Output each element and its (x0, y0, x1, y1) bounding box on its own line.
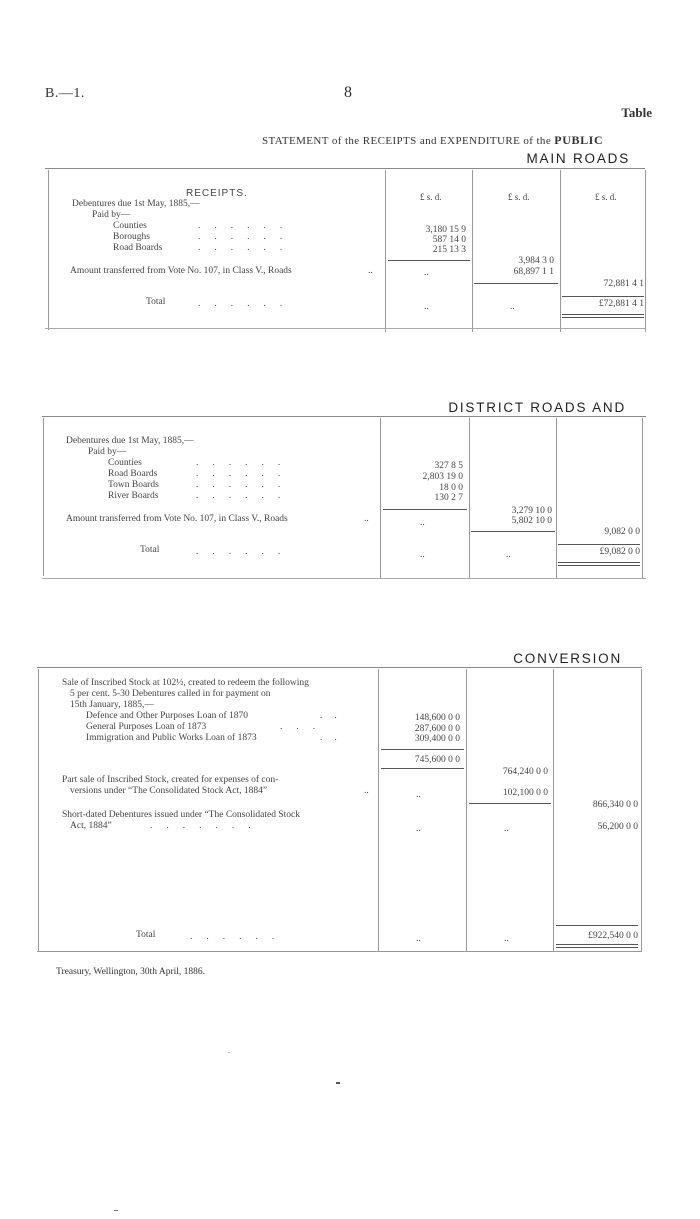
loan-label: Defence and Other Purposes Loan of 1870 (86, 711, 248, 721)
total-amount: £72,881 4 1 (598, 299, 644, 309)
empty-dots: .. (506, 550, 511, 560)
item-amount: 130 2 7 (434, 493, 463, 503)
item-label: Counties (108, 458, 142, 468)
statement-suffix: PUBLIC (554, 133, 604, 147)
empty-dots: .. (416, 934, 421, 944)
loan-label: Immigration and Public Works Loan of 1873 (86, 733, 257, 743)
scan-speck (228, 1052, 230, 1053)
subtotal-amount: 3,279 10 0 (511, 506, 552, 516)
part-sale-line: versions under “The Consolidated Stock Act, 1884” (70, 786, 268, 796)
statement-heading (262, 133, 603, 148)
leader-dots: .. (320, 733, 349, 743)
total-label: Total (136, 930, 156, 940)
leader-dots: .. (320, 711, 349, 721)
short-dated-line: Short-dated Debentures issued under “The Consolidated Stock (62, 810, 300, 820)
item-amount: 215 13 3 (432, 245, 466, 255)
leader-dots: ... (280, 722, 330, 732)
loan-label: General Purposes Loan of 1873 (86, 722, 207, 732)
item-amount: 587 14 0 (432, 235, 466, 245)
grand-amount: 72,881 4 1 (603, 279, 644, 289)
item-amount: 327 8 5 (434, 461, 463, 471)
item-amount: 18 0 0 (439, 483, 463, 493)
footer-note: Treasury, Wellington, 30th April, 1886. (56, 967, 206, 977)
item-label: Road Boards (108, 469, 158, 479)
conversion-title: CONVERSION (513, 651, 622, 666)
leader-dots: ...... (196, 480, 295, 490)
total-amount: £922,540 0 0 (588, 931, 638, 941)
item-label: Boroughs (113, 232, 150, 242)
debentures-line: Debentures due 1st May, 1885,— (72, 199, 200, 209)
empty-dots: .. (420, 550, 425, 560)
conversion-intro: 5 per cent. 5-30 Debentures called in for payment on (70, 689, 271, 699)
empty-dots: .. (504, 934, 509, 944)
item-amount: 3,180 15 9 (425, 225, 466, 235)
main-roads-title: MAIN ROADS (526, 151, 630, 166)
col3-amount-b: 56,200 0 0 (597, 822, 638, 832)
grand-amount: 9,082 0 0 (604, 527, 640, 537)
page-number: 8 (344, 84, 352, 101)
empty-dots: .. (510, 302, 515, 312)
total-label: Total (146, 297, 166, 307)
leader-dots: .. (364, 786, 369, 796)
receipts-heading: RECEIPTS. (186, 188, 248, 199)
scan-speck (114, 1210, 118, 1211)
debentures-line: Debentures due 1st May, 1885,— (66, 436, 194, 446)
leader-dots: ...... (196, 458, 295, 468)
table-label: Table (621, 105, 652, 120)
part-sale-line: Part sale of Inscribed Stock, created for expenses of con- (62, 775, 279, 785)
total-label: Total (140, 545, 160, 555)
scan-speck (336, 1082, 340, 1084)
leader-dots: ...... (190, 932, 289, 942)
col-head-3: £ s. d. (595, 192, 617, 202)
leader-dots: .. (368, 266, 373, 276)
empty-dots: .. (424, 268, 429, 278)
leader-dots: ...... (198, 232, 297, 242)
paid-by-label: Paid by— (92, 210, 131, 220)
empty-dots: .. (416, 790, 421, 800)
loan-amount: 148,600 0 0 (414, 713, 460, 723)
document-ref: B.—1. (45, 86, 85, 101)
leader-dots: ...... (198, 243, 297, 253)
empty-dots: .. (424, 302, 429, 312)
col2-amount-a: 764,240 0 0 (502, 767, 548, 777)
conversion-intro: 15th January, 1885,— (70, 700, 154, 710)
col2-amount-b: 102,100 0 0 (502, 788, 548, 798)
col-head-1: £ s. d. (420, 192, 442, 202)
leader-dots: ...... (198, 299, 297, 309)
total-amount: £9,082 0 0 (599, 547, 640, 557)
item-label: Counties (113, 221, 147, 231)
col3-amount-a: 866,340 0 0 (592, 800, 638, 810)
transfer-amount: 5,802 10 0 (511, 516, 552, 526)
paid-by-label: Paid by— (88, 447, 127, 457)
transfer-label: Amount transferred from Vote No. 107, in Class V., Roads (66, 514, 288, 524)
leader-dots: ...... (196, 491, 295, 501)
subtotal-amount: 3,984 3 0 (518, 256, 554, 266)
empty-dots: .. (420, 518, 425, 528)
conversion-intro: Sale of Inscribed Stock at 102½, created to redeem the following (62, 678, 309, 688)
empty-dots: .. (416, 824, 421, 834)
leader-dots: ...... (196, 547, 295, 557)
leader-dots: ....... (150, 821, 265, 831)
subtotal-amount: 745,600 0 0 (414, 755, 460, 765)
item-label: Town Boards (108, 480, 159, 490)
loan-amount: 287,600 0 0 (414, 724, 460, 734)
district-roads-title: DISTRICT ROADS AND (448, 400, 626, 415)
leader-dots: ...... (196, 469, 295, 479)
item-label: Road Boards (113, 243, 163, 253)
transfer-label: Amount transferred from Vote No. 107, in Class V., Roads (70, 266, 292, 276)
item-amount: 2,803 19 0 (422, 472, 463, 482)
empty-dots: .. (504, 824, 509, 834)
col-head-2: £ s. d. (508, 192, 530, 202)
leader-dots: .. (364, 514, 369, 524)
loan-amount: 309,400 0 0 (414, 734, 460, 744)
short-dated-line: Act, 1884” (70, 821, 112, 831)
item-label: River Boards (108, 491, 159, 501)
transfer-amount: 68,897 1 1 (513, 267, 554, 277)
leader-dots: ...... (198, 221, 297, 231)
statement-prefix: STATEMENT of the RECEIPTS and EXPENDITURE of the (262, 135, 552, 147)
